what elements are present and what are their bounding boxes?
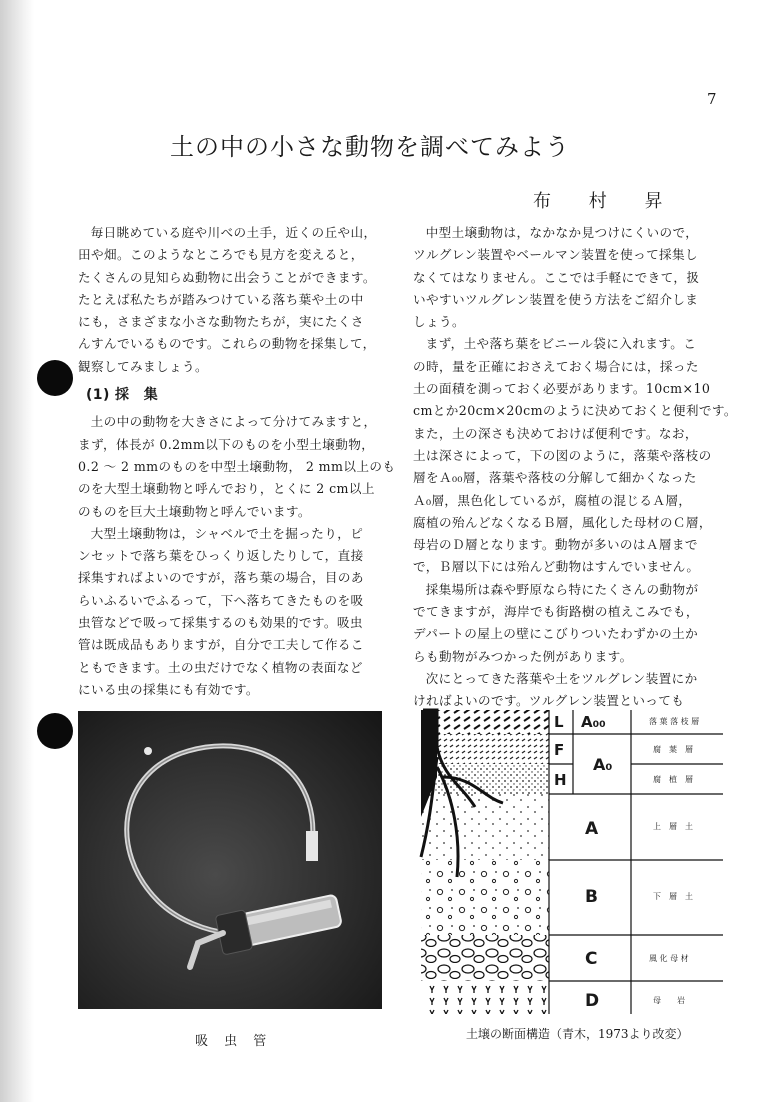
horizon-C: C <box>585 949 598 969</box>
text-line: ツルグレン装置やベールマン装置を使って採集し <box>413 247 699 263</box>
horizon-A: A <box>585 819 599 839</box>
text-line: らも動物がみつかった例があります。 <box>413 648 633 664</box>
text-line: の時，量を正確におさえておく場合には，採った <box>413 358 699 374</box>
text-line: 層をＡ₀₀層，落葉や落枝の分解して細かくなった <box>413 470 697 486</box>
text-line: 虫管などで吸って採集するのも効果的です。吸虫 <box>78 615 363 631</box>
right-column <box>413 222 737 713</box>
text-line: 観察してみましょう。 <box>78 358 208 374</box>
text-line: らいふるいでふるって，下へ落ちてきたものを吸 <box>78 592 364 608</box>
horizon-D: D <box>585 991 600 1011</box>
text-line: しょう。 <box>413 314 465 330</box>
text-line: デパートの屋上の壁にこびりついたわずかの土か <box>413 626 699 642</box>
text-line: 土の中の動物を大きさによって分けてみますと， <box>90 414 377 430</box>
text-line: 土の面積を測っておく必要があります。10cm×10 <box>413 381 711 397</box>
text-line: cmとか20cm×20cmのように決めておくと便利です。 <box>413 403 737 419</box>
text-line: ければよいのです。ツルグレン装置といっても <box>413 693 685 709</box>
text-line: で，Ｂ層以下には殆んど動物はすんでいません。 <box>413 559 700 575</box>
horizon-B: B <box>585 887 598 907</box>
text-line: 毎日眺めている庭や川べの土手，近くの丘や山， <box>90 225 377 240</box>
layer-name-leaf-mold: 腐 葉 層 <box>653 745 693 754</box>
text-line: 0.2 ～ 2 mmのものを中型土壌動物， 2 mm以上のも <box>78 458 396 474</box>
layer-name-litter: 落 葉 落 枝 層 <box>649 717 700 726</box>
text-line: ンセットで落ち葉をひっくり返したりして，直接 <box>78 548 364 564</box>
layer-name-humus: 腐 植 層 <box>653 775 693 784</box>
page-gutter-shadow <box>0 0 34 1102</box>
binder-hole-bottom <box>37 713 73 749</box>
text-line: 腐植の殆んどなくなるＢ層，風化した母材のＣ層， <box>413 514 712 530</box>
soil-profile-diagram <box>413 707 723 1017</box>
text-line: にいる虫の採集にも有効です。 <box>78 681 259 697</box>
text-line: いやすいツルグレン装置を使う方法をご紹介しま <box>413 291 699 307</box>
author-name: 布 村 昇 <box>533 191 679 212</box>
text-line: にも，さまざまな小さな動物たちが，実にたくさ <box>78 314 364 330</box>
aspirator-illustration <box>78 711 382 1009</box>
layer-name-weathered-parent: 風 化 母 材 <box>649 954 689 963</box>
layer-code-F: F <box>554 741 565 759</box>
binder-hole-top <box>37 360 73 396</box>
text-line: 土は深さによって，下の図のように，落葉や落枝の <box>413 447 712 463</box>
text-line: 次にとってきた落葉や土をツルグレン装置にか <box>425 670 698 686</box>
text-line: なくてはなりません。ここでは手軽にできて，扱 <box>413 269 700 285</box>
section-heading: (1) 採 集 <box>86 387 159 404</box>
text-line: のを大型土壌動物と呼んでおり，とくに 2 cm以上 <box>78 481 375 497</box>
text-line: 田や畑。このようなところでも見方を変えると， <box>78 247 364 263</box>
horizon-A0: A₀ <box>593 755 613 774</box>
text-line: たくさんの見知らぬ動物に出会うことができます。 <box>78 269 376 285</box>
layer-name-subsoil: 下 層 土 <box>653 892 693 901</box>
text-line: 採集すればよいのですが，落ち葉の場合，目のあ <box>78 570 364 586</box>
layer-name-bedrock: 母 岩 <box>653 996 685 1005</box>
text-line: でてきますが，海岸でも街路樹の植えこみでも， <box>413 604 699 620</box>
text-line: また，土の深さも決めておけば便利です。なお， <box>413 425 698 441</box>
text-line: のものを巨大土壌動物と呼んでいます。 <box>78 503 311 519</box>
text-line: まず，体長が 0.2mm以下のものを小型土壌動物， <box>78 436 375 452</box>
text-line: まず，土や落ち葉をビニール袋に入れます。こ <box>425 336 697 352</box>
article-title: 土の中の小さな動物を調べてみよう <box>170 133 570 161</box>
text-line: ともできます。土の虫だけでなく植物の表面など <box>78 659 363 675</box>
layer-code-H: H <box>554 771 567 789</box>
text-line: たとえば私たちが踏みつけている落ち葉や土の中 <box>78 291 364 307</box>
text-line: 管は既成品もありますが，自分で工夫して作るこ <box>78 637 364 653</box>
text-line: 中型土壌動物は，なかなか見つけにくいので， <box>425 225 699 240</box>
left-column <box>78 222 396 701</box>
horizon-A00: A₀₀ <box>581 713 606 731</box>
text-line: Ａ₀層，黒色化しているが，腐植の混じるＡ層， <box>413 492 692 508</box>
aspirator-photo <box>78 711 382 1009</box>
page-number: 7 <box>707 90 717 108</box>
layer-name-topsoil: 上 層 土 <box>653 822 693 831</box>
text-line: んすんでいるものです。これらの動物を採集して， <box>78 336 376 352</box>
text-line: 大型土壌動物は，シャベルで土を掘ったり，ピ <box>90 525 364 541</box>
text-line: 採集場所は森や野原なら特にたくさんの動物が <box>425 581 699 597</box>
photo-caption: 吸 虫 管 <box>195 1034 273 1049</box>
layer-code-L: L <box>554 713 564 731</box>
figure-caption: 土壌の断面構造（青木，1973より改変） <box>466 1027 689 1041</box>
text-line: 母岩のＤ層となります。動物が多いのはＡ層まで <box>413 537 698 553</box>
